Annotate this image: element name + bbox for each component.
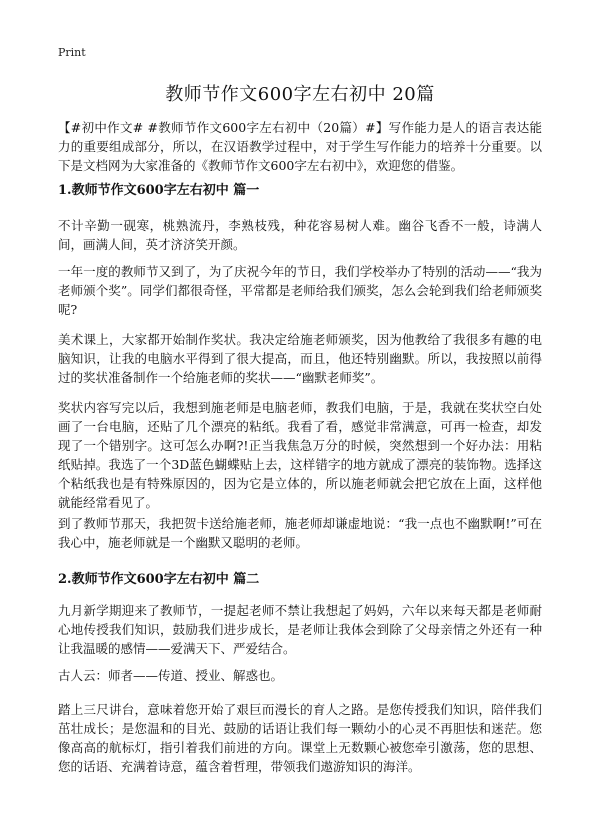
paragraph: 到了教师节那天，我把贺卡送给施老师，施老师却谦虚地说：“我一点也不幽默啊!”可在我心中，施老师就是一个幽默又聪明的老师。 xyxy=(58,516,542,550)
paragraph: 九月新学期迎来了教师节，一提起老师不禁让我想起了妈妈，六年以来每天都是老师耐心地传授我们知识，鼓励我们进步成长，是老师让我体会到除了父母亲情之外还有一种让我温暖的感情——爱满天下、严爱结合。 xyxy=(58,603,542,656)
intro-paragraph: 【#初中作文# #教师节作文600字左右初中（20篇）#】写作能力是人的语言表达能力的重要组成部分，所以，在汉语教学过程中，对于学生写作能力的培养十分重要。以下是文档网为大家准备的《教师节作文600字左右初中》，欢迎您的借鉴。 xyxy=(58,120,542,173)
paragraph: 踏上三尺讲台，意味着您开始了艰巨而漫长的育人之路。是您传授我们知识，陪伴我们茁壮成长；是您温和的目光、鼓励的话语让我们每一颗幼小的心灵不再胆怯和迷茫。您像高高的航标灯，指引着我们前进的方向。课堂上无数颗心被您牵引激荡，您的思想、您的话语、充满着诗意，蕴含着哲理，带领我们遨游知识的海洋。 xyxy=(58,702,542,774)
paragraph: 美术课上，大家都开始制作奖状。我决定给施老师颁奖，因为他教给了我很多有趣的电脑知识，让我的电脑水平得到了很大提高，而且，他还特别幽默。所以，我按照以前得过的奖状准备制作一个给施老师的奖状——“幽默老师奖”。 xyxy=(58,332,542,385)
paragraph: 古人云：师者——传道、授业、解惑也。 xyxy=(58,668,284,683)
paragraph: 一年一度的教师节又到了，为了庆祝今年的节日，我们学校举办了特别的活动——“我为老师颁个奖”。同学们都很奇怪，平常都是老师给我们颁奖，怎么会轮到我们给老师颁奖呢? xyxy=(58,264,542,317)
page-title: 教师节作文600字左右初中 20篇 xyxy=(165,84,435,105)
section-heading: 2.教师节作文600字左右初中 篇二 xyxy=(58,572,260,587)
paragraph: 不计辛勤一砚寒，桃熟流丹，李熟枝残，种花容易树人难。幽谷飞香不一般，诗满人间，画满人间，英才济济笑开颜。 xyxy=(58,218,542,252)
section-heading: 1.教师节作文600字左右初中 篇一 xyxy=(58,183,260,198)
print-label: Print xyxy=(58,46,86,59)
paragraph: 奖状内容写完以后，我想到施老师是电脑老师，教我们电脑，于是，我就在奖状空白处画了一台电脑，还贴了几个漂亮的粘纸。我看了看，感觉非常满意，可再一检查，却发现了一个错别字。这可怎么办啊?!正当我焦急万分的时候，突然想到一个好办法：用粘纸贴掉。我选了一个3D蓝色蝴蝶贴上去，这样错字的地方就成了漂亮的装饰物。选择这个粘纸我也是有特殊原因的，因为它是立体的，所以施老师就会把它放在上面，这样他就能经常看见了。 xyxy=(58,400,542,510)
